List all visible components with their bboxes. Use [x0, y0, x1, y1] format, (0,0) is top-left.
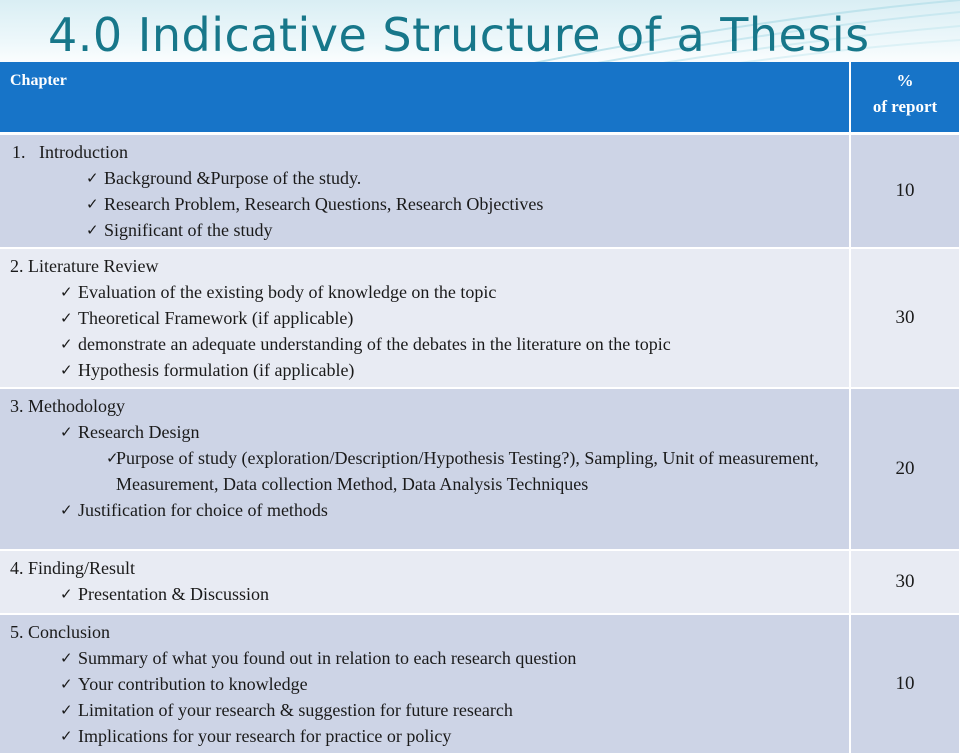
chapter-cell [0, 388, 850, 550]
list-item [72, 217, 839, 243]
chapter-title: 3. Methodology [10, 396, 125, 416]
list-item [60, 305, 839, 331]
item-list [10, 165, 839, 243]
slide-title: 4.0 Indicative Structure of a Thesis [48, 8, 870, 62]
chapter-title: 4. Finding/Result [10, 558, 136, 578]
checkmark-icon: ✓ [86, 221, 99, 239]
item-text: Research Problem, Research Questions, Research Objectives [104, 194, 544, 214]
item-text: Limitation of your research & suggestion for future research [78, 700, 513, 720]
list-item [60, 581, 839, 607]
chapter-column-header: Chapter [0, 62, 850, 134]
item-text: Research Design [78, 422, 200, 442]
checkmark-icon: ✓ [60, 585, 73, 603]
checkmark-icon: ✓ [60, 283, 73, 301]
checkmark-icon: ✓ [60, 649, 73, 667]
table-row [0, 248, 960, 388]
table-row [0, 550, 960, 614]
chapter-title: 2. Literature Review [10, 256, 159, 276]
list-item [60, 331, 839, 357]
item-text: Implications for your research for practice or policy [78, 726, 452, 746]
item-text: Background &Purpose of the study. [104, 168, 362, 188]
item-text: demonstrate an adequate understanding of the debates in the literature on the topic [78, 334, 671, 354]
list-item [60, 497, 839, 523]
list-item [60, 671, 839, 697]
table-row [0, 388, 960, 550]
checkmark-icon: ✓ [106, 449, 119, 467]
item-text: Purpose of study (exploration/Description/Hypothesis Testing?), Sampling, Unit of measurement, Measurement, Data collection Method, Data Analysis Techniques [116, 448, 819, 494]
percent-cell: 30 [850, 550, 960, 614]
percent-symbol: % [896, 71, 914, 90]
list-item [60, 419, 839, 445]
thesis-structure-table [0, 62, 960, 755]
list-item [60, 645, 839, 671]
list-item [106, 445, 839, 497]
list-item [60, 279, 839, 305]
checkmark-icon: ✓ [86, 195, 99, 213]
item-text: Summary of what you found out in relation to each research question [78, 648, 577, 668]
checkmark-icon: ✓ [60, 335, 73, 353]
percent-cell: 30 [850, 248, 960, 388]
item-list [10, 645, 839, 749]
list-item [60, 357, 839, 383]
chapter-cell [0, 134, 850, 249]
item-list [10, 419, 839, 523]
chapter-cell [0, 550, 850, 614]
chapter-cell [0, 614, 850, 754]
percent-sub-label: of report [872, 97, 938, 116]
table-row [0, 614, 960, 754]
checkmark-icon: ✓ [60, 309, 73, 327]
checkmark-icon: ✓ [60, 501, 73, 519]
table-header-row [0, 62, 960, 134]
percent-cell: 20 [850, 388, 960, 550]
checkmark-icon: ✓ [60, 675, 73, 693]
item-text: Your contribution to knowledge [78, 674, 308, 694]
item-text: Theoretical Framework (if applicable) [78, 308, 354, 328]
checkmark-icon: ✓ [86, 169, 99, 187]
item-text: Justification for choice of methods [78, 500, 328, 520]
list-item [60, 723, 839, 749]
list-item [72, 191, 839, 217]
item-list [10, 581, 839, 607]
checkmark-icon: ✓ [60, 701, 73, 719]
percent-cell: 10 [850, 614, 960, 754]
checkmark-icon: ✓ [60, 727, 73, 745]
item-list [10, 279, 839, 383]
item-text: Evaluation of the existing body of knowledge on the topic [78, 282, 497, 302]
chapter-title: 1. Introduction [12, 142, 128, 162]
checkmark-icon: ✓ [60, 423, 73, 441]
item-text: Significant of the study [104, 220, 273, 240]
list-item [60, 697, 839, 723]
item-text: Hypothesis formulation (if applicable) [78, 360, 355, 380]
table-row [0, 134, 960, 249]
chapter-cell [0, 248, 850, 388]
percent-cell: 10 [850, 134, 960, 249]
percent-column-header [850, 62, 960, 134]
item-text: Presentation & Discussion [78, 584, 269, 604]
checkmark-icon: ✓ [60, 361, 73, 379]
list-item [72, 165, 839, 191]
chapter-title: 5. Conclusion [10, 622, 111, 642]
